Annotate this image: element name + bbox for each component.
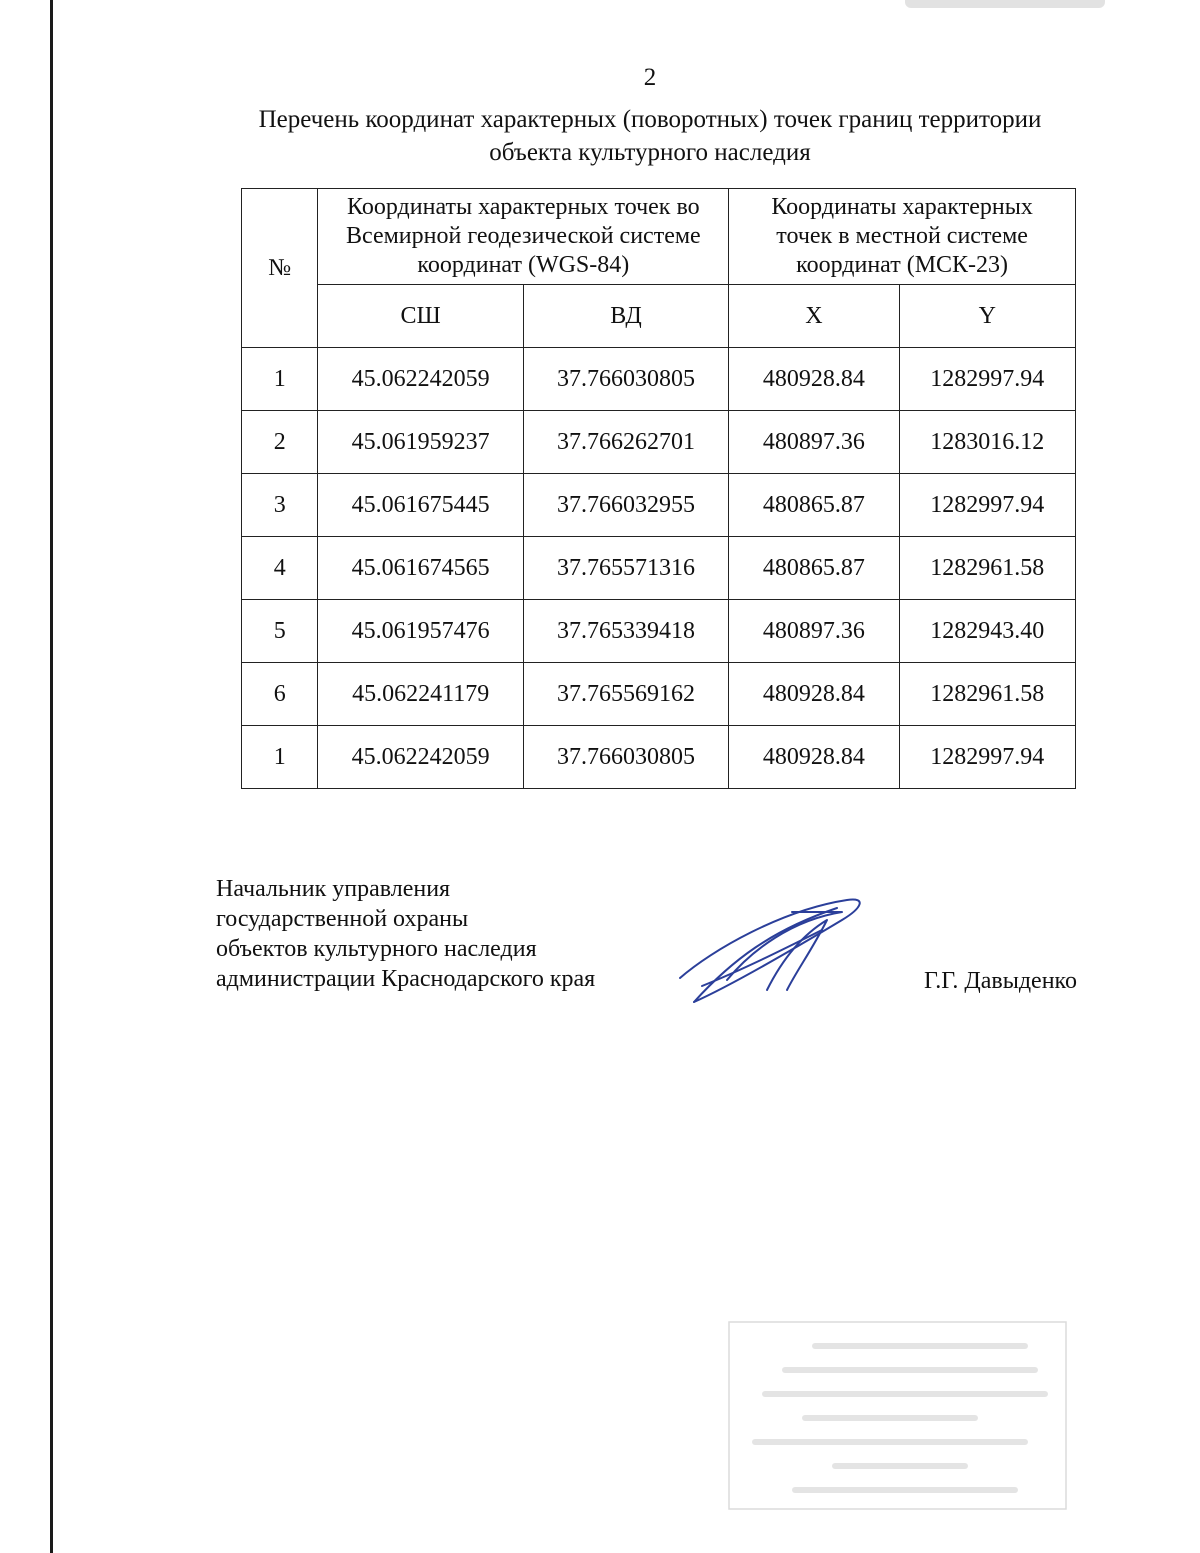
cell-latitude: 45.062242059 [318,348,523,411]
faded-stamp [725,1318,1070,1513]
header-wgs-group [318,189,729,285]
cell-number: 3 [242,474,318,537]
cell-y: 1282997.94 [899,726,1075,789]
cell-x: 480928.84 [729,348,899,411]
cell-x: 480897.36 [729,411,899,474]
cell-latitude: 45.062241179 [318,663,523,726]
cell-latitude: 45.061959237 [318,411,523,474]
signer-position-line: администрации Краснодарского края [216,966,596,992]
cell-longitude: 37.766032955 [523,474,728,537]
header-number-cell: № [242,189,318,348]
table-row [242,600,1076,663]
cell-latitude: 45.061957476 [318,600,523,663]
table-subheader-row [242,285,1076,348]
table-row [242,474,1076,537]
cell-y: 1282961.58 [899,663,1075,726]
table-header-row [242,189,1076,285]
cell-y: 1282997.94 [899,474,1075,537]
table-row [242,537,1076,600]
header-msk-group [729,189,1076,285]
cell-number: 1 [242,348,318,411]
document-title-line: Перечень координат характерных (поворотных) точек границ территории [258,106,1042,133]
document-title-line: объекта культурного наследия [489,139,811,166]
header-msk-line: точек в местной системе [776,223,1028,249]
signer-position-line: государственной охраны [216,906,469,932]
cell-x: 480865.87 [729,474,899,537]
header-msk-line: Координаты характерных [771,194,1033,220]
table-row [242,411,1076,474]
header-wgs-line: координат (WGS-84) [417,252,630,278]
scan-corner-mark [905,0,1105,8]
handwritten-signature [672,890,872,1008]
page-number: 2 [643,64,657,91]
cell-latitude: 45.061675445 [318,474,523,537]
signer-position-line: Начальник управления [216,876,451,902]
cell-x: 480897.36 [729,600,899,663]
table-row [242,726,1076,789]
header-wgs-line: Всемирной геодезической системе [346,223,701,249]
document-title [200,103,1100,169]
cell-longitude: 37.766030805 [523,726,728,789]
subheader-x: X [729,285,899,348]
cell-y: 1282943.40 [899,600,1075,663]
cell-number: 4 [242,537,318,600]
header-wgs-line: Координаты характерных точек во [347,194,700,220]
signer-position-line: объектов культурного наследия [216,936,537,962]
cell-y: 1282961.58 [899,537,1075,600]
subheader-lon: ВД [523,285,728,348]
header-msk-line: координат (МСК-23) [796,252,1009,278]
cell-number: 1 [242,726,318,789]
cell-latitude: 45.061674565 [318,537,523,600]
cell-x: 480865.87 [729,537,899,600]
cell-y: 1282997.94 [899,348,1075,411]
cell-longitude: 37.766262701 [523,411,728,474]
subheader-y: Y [899,285,1075,348]
table-row [242,348,1076,411]
cell-x: 480928.84 [729,726,899,789]
cell-x: 480928.84 [729,663,899,726]
cell-longitude: 37.765569162 [523,663,728,726]
signer-name: Г.Г. Давыденко [924,968,1077,994]
cell-longitude: 37.766030805 [523,348,728,411]
cell-number: 6 [242,663,318,726]
cell-longitude: 37.765339418 [523,600,728,663]
table-row [242,663,1076,726]
cell-y: 1283016.12 [899,411,1075,474]
cell-number: 2 [242,411,318,474]
cell-longitude: 37.765571316 [523,537,728,600]
scan-edge-line [50,0,53,1553]
subheader-lat: СШ [318,285,523,348]
cell-latitude: 45.062242059 [318,726,523,789]
coordinates-table [241,188,1076,789]
signer-position [216,874,676,994]
cell-number: 5 [242,600,318,663]
